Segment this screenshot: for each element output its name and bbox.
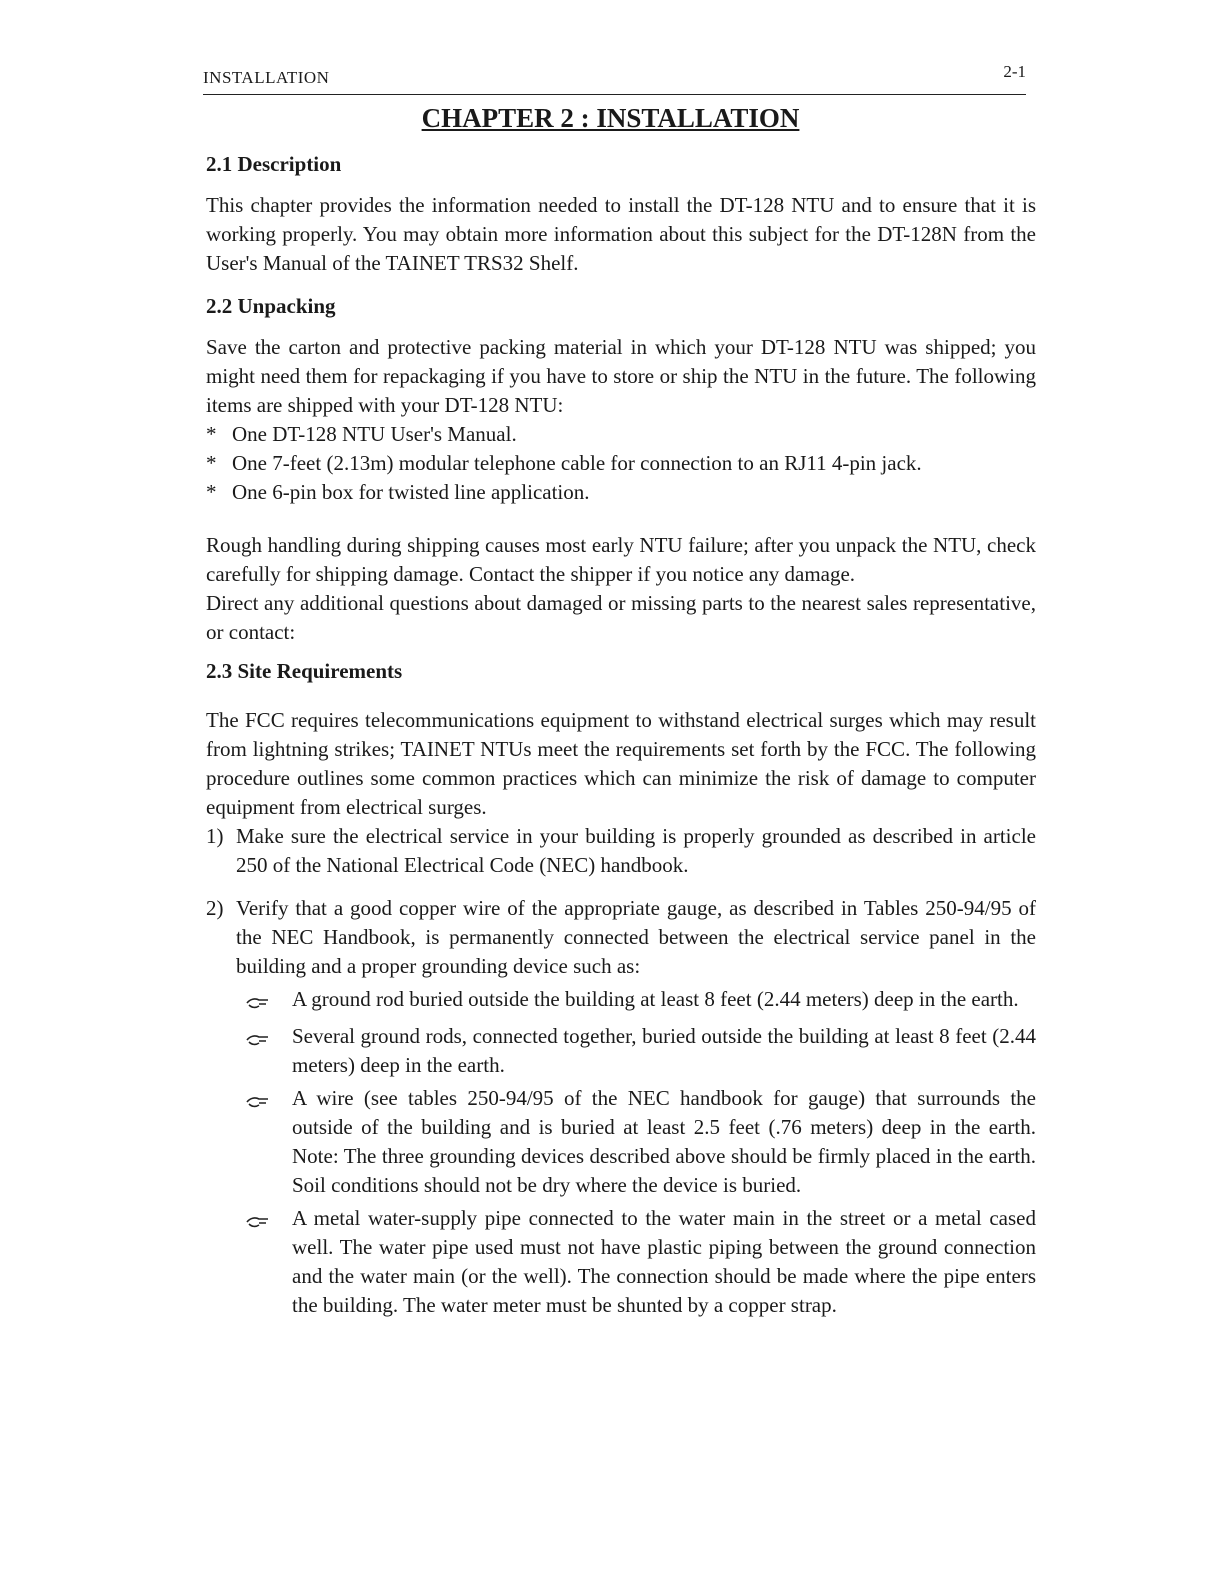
pointing-hand-icon (246, 1084, 292, 1200)
bullet-item (246, 985, 1036, 1018)
section-heading-unpacking: 2.2 Unpacking (206, 294, 336, 318)
running-header (203, 58, 1026, 95)
list-item (206, 449, 1036, 478)
bullet-text: A metal water-supply pipe connected to the water main in the street or a metal cased well. The water pipe used must not have plastic piping between the ground connection and the water main (or the well). The connection should be made where the pipe enters the building. The water meter must be shunted by a copper strap. (292, 1206, 1036, 1317)
description-paragraph: This chapter provides the information needed to install the DT-128 NTU and to ensure that it is working properly. You may obtain more information about this subject for the DT-128N from the User's Manual of the TAINET TRS32 Shelf. (206, 193, 1036, 275)
bullet-text: Several ground rods, connected together, buried outside the building at least 8 feet (2.44 meters) deep in the earth. (292, 1024, 1036, 1077)
step-number: 1) (206, 824, 224, 848)
pointing-hand-icon (246, 1204, 292, 1320)
star-bullet: * (206, 422, 217, 446)
main-content (206, 150, 1036, 1320)
step-text: Verify that a good copper wire of the appropriate gauge, as described in Tables 250-94/95 of the NEC Handbook, is permanently connected between the electrical service panel in the building and a proper grounding device such as: (236, 896, 1036, 978)
bullet-text: A wire (see tables 250-94/95 of the NEC handbook for gauge) that surrounds the outside of the building and is buried at least 2.5 feet (.76 meters) deep in the earth. Note: The three grounding devices described above should be firmly placed in the earth. Soil conditions should not be dry where the device is buried. (292, 1086, 1036, 1197)
list-item-text: One DT-128 NTU User's Manual. (232, 422, 517, 446)
step-text: Make sure the electrical service in your building is properly grounded as described in article 250 of the National Electrical Code (NEC) handbook. (236, 824, 1036, 877)
list-item-text: One 7-feet (2.13m) modular telephone cable for connection to an RJ11 4-pin jack. (232, 451, 922, 475)
site-requirements-intro: The FCC requires telecommunications equipment to withstand electrical surges which may result from lightning strikes; TAINET NTUs meet the requirements set forth by the FCC. The following procedure outlines some common practices which can minimize the risk of damage to computer equipment from electrical surges. (206, 708, 1036, 819)
header-section-label: INSTALLATION (203, 68, 330, 87)
star-bullet: * (206, 480, 217, 504)
page-number: 2-1 (1003, 62, 1026, 81)
list-item-text: One 6-pin box for twisted line application. (232, 480, 590, 504)
star-bullet: * (206, 451, 217, 475)
bullet-item (246, 1022, 1036, 1080)
list-item (206, 478, 1036, 507)
chapter-title: CHAPTER 2 : INSTALLATION (421, 103, 800, 133)
list-item (206, 420, 1036, 449)
step-number: 2) (206, 896, 224, 920)
bullet-text: A ground rod buried outside the building at least 8 feet (2.44 meters) deep in the earth. (292, 987, 1019, 1011)
bullet-item (246, 1204, 1036, 1320)
pointing-hand-icon (246, 985, 292, 1018)
bullet-item (246, 1084, 1036, 1200)
section-heading-description: 2.1 Description (206, 152, 342, 176)
shipping-damage-paragraph: Rough handling during shipping causes most early NTU failure; after you unpack the NTU, check carefully for shipping damage. Contact the shipper if you notice any damage. (206, 533, 1036, 586)
section-heading-site-requirements: 2.3 Site Requirements (206, 659, 403, 683)
pointing-hand-icon (246, 1022, 292, 1080)
contact-paragraph: Direct any additional questions about damaged or missing parts to the nearest sales representative, or contact: (206, 591, 1036, 644)
numbered-step (206, 822, 1036, 880)
numbered-step (206, 894, 1036, 981)
unpacking-intro: Save the carton and protective packing material in which your DT-128 NTU was shipped; you might need them for repackaging if you have to store or ship the NTU in the future. The following items are shipped with your DT-128 NTU: (206, 335, 1036, 417)
